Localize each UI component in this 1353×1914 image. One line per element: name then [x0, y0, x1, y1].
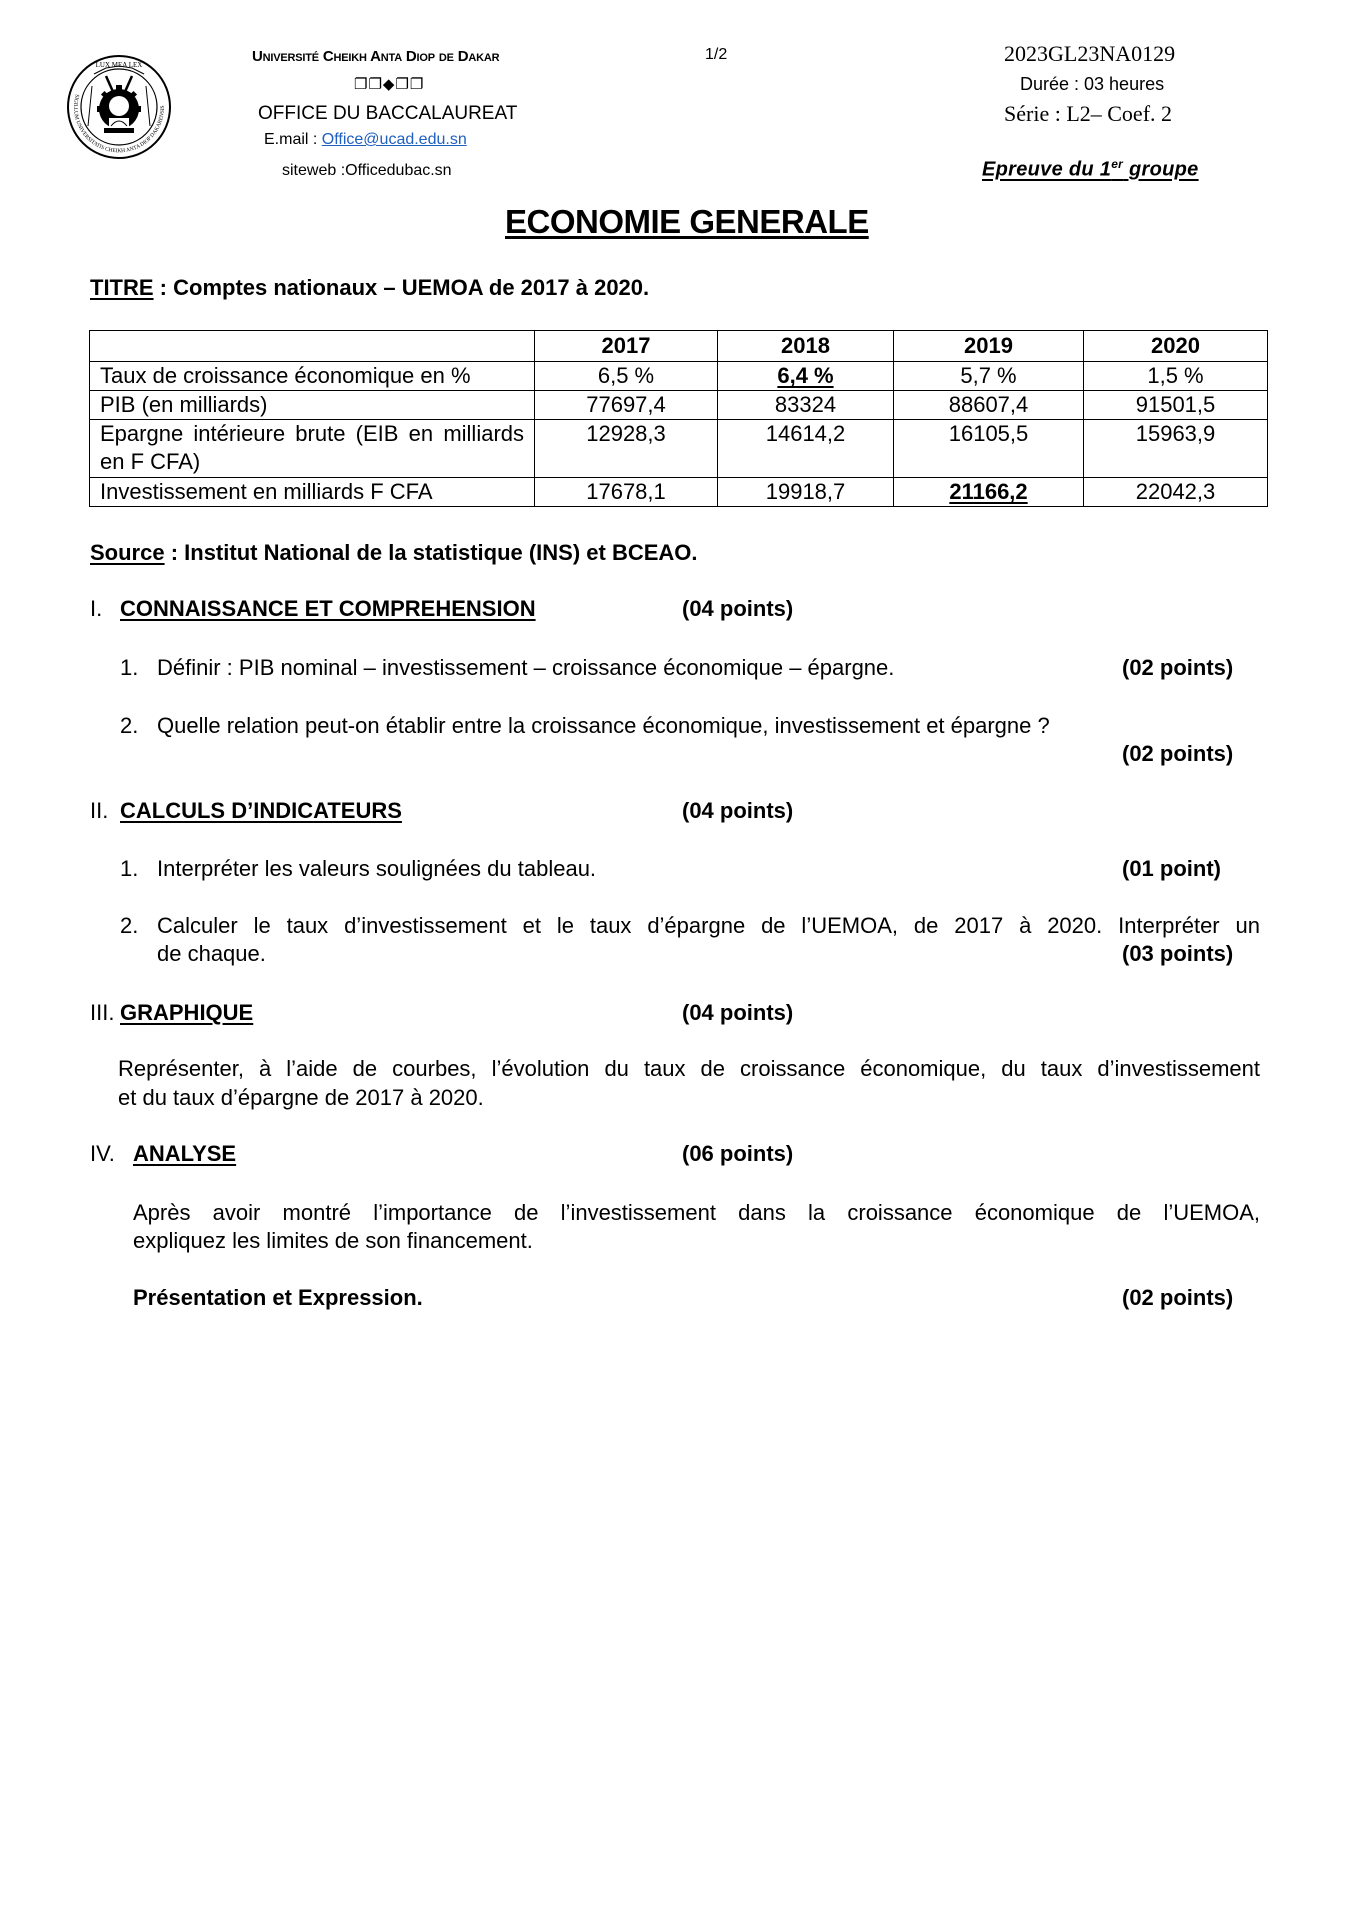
table-cell-emphasized [894, 478, 1084, 507]
office-name: OFFICE DU BACCALAUREAT [258, 103, 518, 124]
source-line [90, 540, 698, 566]
section-points: (06 points) [682, 1141, 794, 1166]
question-points: (03 points) [1122, 941, 1234, 966]
section-points: (04 points) [682, 596, 794, 621]
email-link[interactable]: Office@ucad.edu.sn [321, 131, 467, 148]
table-header-cell: 2020 [1084, 331, 1268, 362]
presentation-label: Présentation et Expression. [133, 1285, 423, 1310]
group-sup: er [1111, 157, 1124, 171]
page-number: 1/2 [705, 46, 728, 63]
row-label: Taux de croissance économique en % [90, 362, 535, 391]
table-cell: 22042,3 [1084, 478, 1268, 507]
section-title: GRAPHIQUE [120, 1000, 254, 1025]
table-row [90, 420, 1268, 478]
section-numeral: III. [90, 1000, 115, 1025]
question-text: Calculer le taux d’investissement et le taux d’épargne de l’UEMOA, de 2017 à 2020. Interpréter un [157, 913, 1260, 938]
section-points: (04 points) [682, 1000, 794, 1025]
section-numeral: I. [90, 596, 103, 621]
subject-label: TITRE [90, 275, 154, 300]
subject-title [90, 275, 649, 301]
exam-code: 2023GL23NA0129 [1004, 41, 1176, 66]
table-cell: 1,5 % [1084, 362, 1268, 391]
table-header-cell: 2019 [894, 331, 1084, 362]
question-number: 2. [120, 713, 139, 738]
table-cell: 5,7 % [894, 362, 1084, 391]
question-points: (02 points) [1122, 741, 1234, 766]
section-title: CALCULS D’INDICATEURS [120, 798, 402, 823]
exam-duration: Durée : 03 heures [1020, 74, 1165, 94]
question-number: 1. [120, 655, 139, 680]
row-label: Investissement en milliards F CFA [90, 478, 535, 507]
question-number: 2. [120, 913, 139, 938]
table-cell: 17678,1 [535, 478, 718, 507]
presentation-points: (02 points) [1122, 1285, 1234, 1310]
question-points: (02 points) [1122, 655, 1234, 680]
website-line: siteweb :Officedubac.sn [282, 162, 452, 179]
page-title: ECONOMIE GENERALE [505, 203, 869, 240]
section-paragraph: Représenter, à l’aide de courbes, l’évolution du taux de croissance économique, du taux d’investissement [118, 1056, 1260, 1081]
table-row [90, 478, 1268, 507]
underlined-value: 6,4 % [777, 363, 834, 388]
group-suffix: groupe [1123, 158, 1199, 181]
email-label: E.mail : [264, 131, 322, 148]
table-row [90, 362, 1268, 391]
table-cell: 16105,5 [894, 420, 1084, 478]
row-label: PIB (en milliards) [90, 391, 535, 420]
university-name: Université Cheikh Anta Diop de Dakar [252, 48, 500, 65]
subject-text: : Comptes nationaux – UEMOA de 2017 à 2020. [153, 275, 650, 300]
question-text: Définir : PIB nominal – investissement – croissance économique – épargne. [157, 655, 895, 680]
decorative-separator: ❐❐◆❐❐ [354, 75, 425, 93]
table-cell: 14614,2 [718, 420, 894, 478]
section-numeral: IV. [90, 1141, 115, 1166]
email-line [264, 131, 467, 149]
source-text: : Institut National de la statistique (INS) et BCEAO. [164, 540, 698, 565]
table-cell: 77697,4 [535, 391, 718, 420]
exam-series: Série : L2– Coef. 2 [1004, 101, 1173, 126]
table-cell: 83324 [718, 391, 894, 420]
table-cell: 88607,4 [894, 391, 1084, 420]
question-points: (01 point) [1122, 856, 1221, 881]
question-text-continued: de chaque. [157, 941, 266, 966]
table-cell: 6,5 % [535, 362, 718, 391]
section-title: CONNAISSANCE ET COMPREHENSION [120, 596, 536, 621]
exam-group [982, 157, 1199, 182]
question-number: 1. [120, 856, 139, 881]
row-label: Epargne intérieure brute (EIB en milliards en F CFA) [90, 420, 535, 478]
section-paragraph-continued: et du taux d’épargne de 2017 à 2020. [118, 1085, 484, 1110]
table-cell-emphasized [718, 362, 894, 391]
source-label: Source [90, 540, 165, 565]
table-cell: 91501,5 [1084, 391, 1268, 420]
national-accounts-table [89, 330, 1268, 507]
underlined-value: 21166,2 [949, 479, 1028, 504]
question-text: Quelle relation peut-on établir entre la croissance économique, investissement et épargne ? [157, 713, 1050, 738]
table-row [90, 391, 1268, 420]
logo-motto: LUX MEA LEX [95, 61, 143, 69]
table-cell: 15963,9 [1084, 420, 1268, 478]
table-cell: 19918,7 [718, 478, 894, 507]
question-text: Interpréter les valeurs soulignées du tableau. [157, 856, 597, 881]
section-points: (04 points) [682, 798, 794, 823]
section-title: ANALYSE [133, 1141, 237, 1166]
section-paragraph: Après avoir montré l’importance de l’investissement dans la croissance économique de l’UEMOA, [133, 1200, 1260, 1225]
logo-ring-text: SIGILLUM UNIVERSITATIS CHEIKH ANTA DIOP DAKARENSIS [71, 93, 167, 155]
table-header-cell [90, 331, 535, 362]
section-numeral: II. [90, 798, 109, 823]
table-header-row [90, 331, 1268, 362]
table-cell: 12928,3 [535, 420, 718, 478]
table-header-cell: 2017 [535, 331, 718, 362]
section-paragraph-continued: expliquez les limites de son financement. [133, 1228, 533, 1253]
university-seal-logo [66, 54, 172, 160]
group-prefix: Epreuve du 1 [982, 158, 1112, 181]
table-header-cell: 2018 [718, 331, 894, 362]
